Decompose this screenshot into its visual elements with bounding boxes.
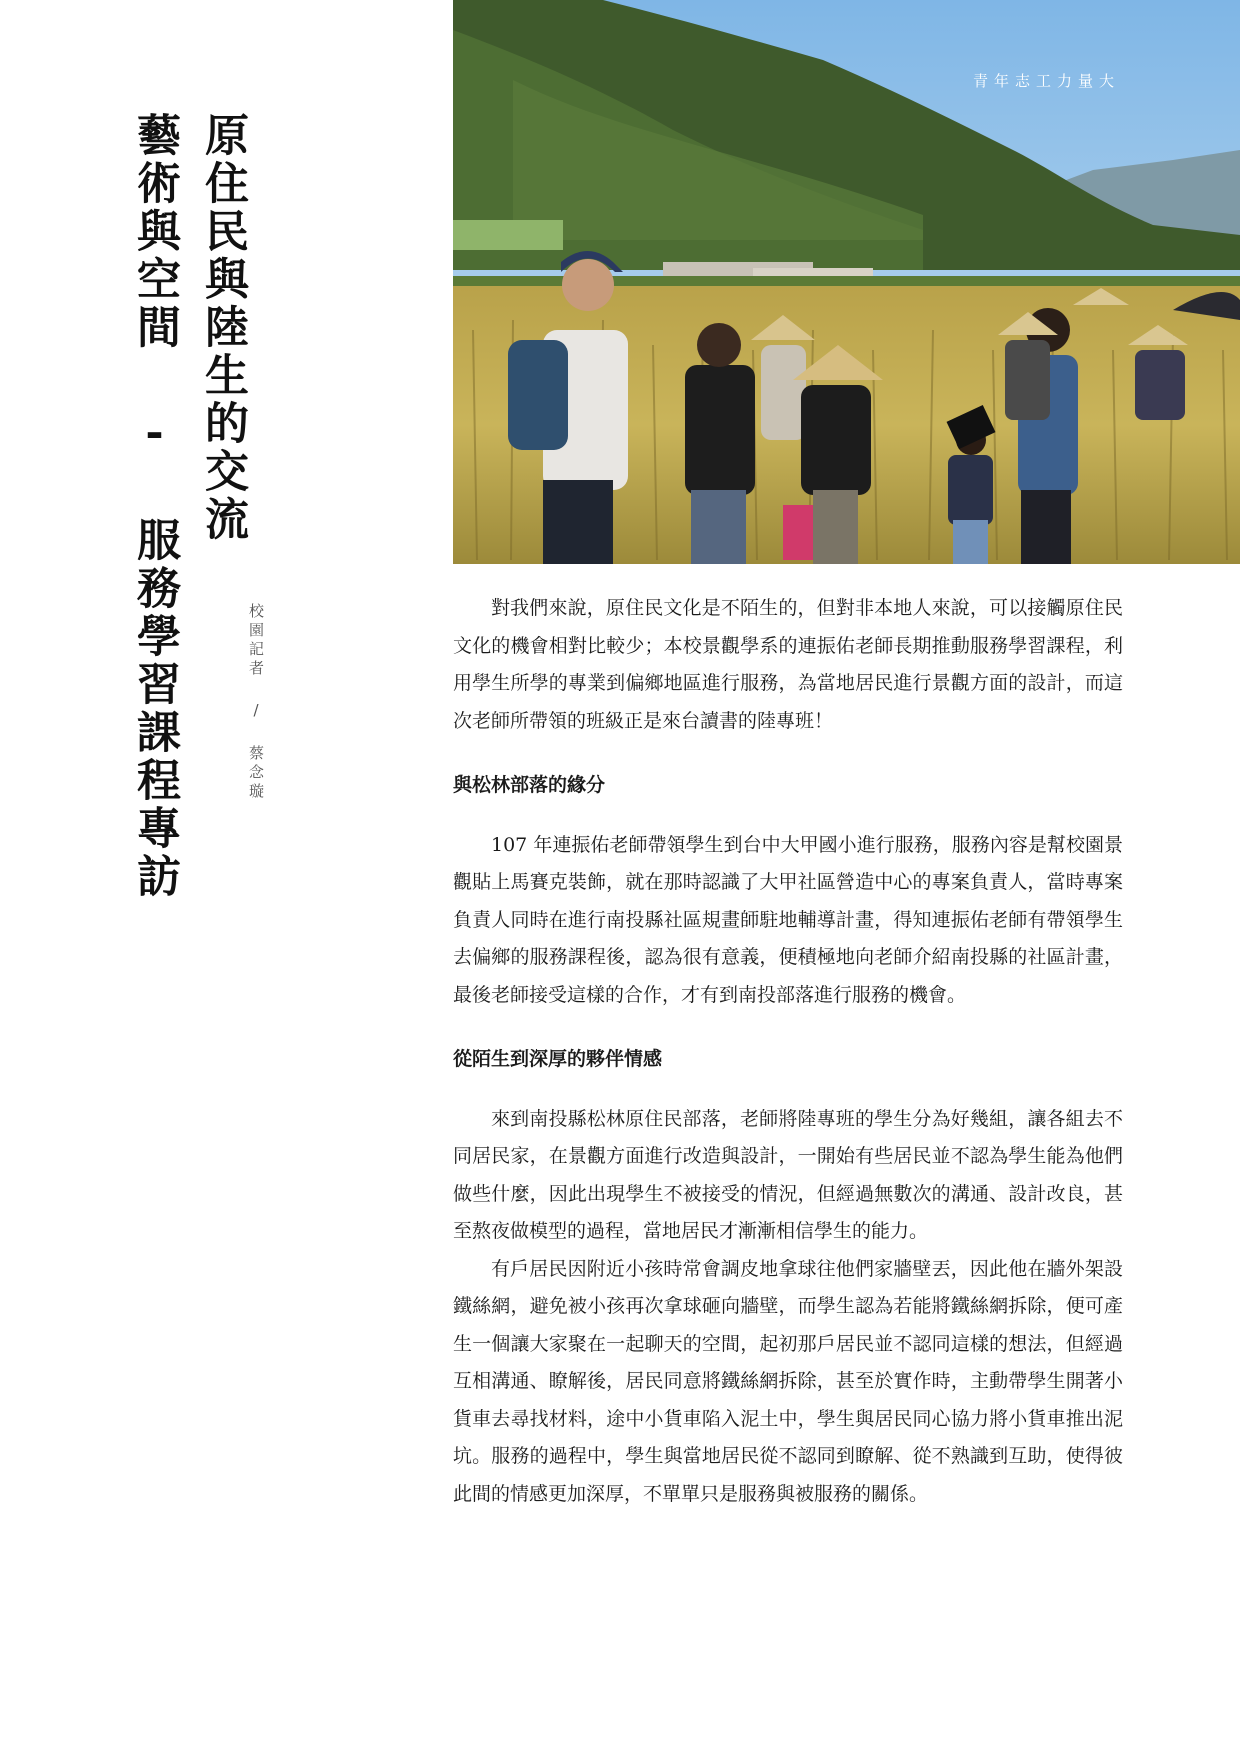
article-title-line2: 藝術與空間 - 服務學習課程專訪 (129, 112, 180, 901)
intro-paragraph: 對我們來說，原住民文化是不陌生的，但對非本地人來說，可以接觸原住民文化的機會相對比較少；本校景觀學系的連振佑老師長期推動服務學習課程，利用學生所學的專業到偏鄉地區進行服務，為當地居民進行景觀方面的設計，而這次老師所帶領的班級正是來台讀書的陸專班！ (453, 597, 1123, 732)
rice-field-illustration (453, 0, 1240, 564)
photo-caption: 青年志工力量大 (972, 72, 1120, 90)
field-photo (453, 0, 1240, 564)
section1-paragraph: 107 年連振佑老師帶領學生到台中大甲國小進行服務，服務內容是幫校園景觀貼上馬賽克裝飾，就在那時認識了大甲社區營造中心的專案負責人，當時專案負責人同時在進行南投縣社區規畫師駐地輔導計畫，得知連振佑老師有帶領學生去偏鄉的服務課程後，認為很有意義，便積極地向老師介紹南投縣的社區計畫，最後老師接受這樣的合作，才有到南投部落進行服務的機會。 (453, 833, 1123, 1006)
article-body (453, 590, 1123, 1513)
section-heading-1: 與松林部落的緣分 (453, 774, 606, 796)
section-heading-2: 從陌生到深厚的夥伴情感 (453, 1048, 663, 1070)
byline: 校園記者 / 蔡念璇 (247, 603, 265, 802)
section2-paragraph-1: 來到南投縣松林原住民部落，老師將陸專班的學生分為好幾組，讓各組去不同居民家，在景觀方面進行改造與設計，一開始有些居民並不認為學生能為他們做些什麼，因此出現學生不被接受的情況，但經過無數次的溝通、設計改良，甚至熬夜做模型的過程，當地居民才漸漸相信學生的能力。 (453, 1107, 1123, 1242)
section2-paragraph-2: 有戶居民因附近小孩時常會調皮地拿球往他們家牆壁丟，因此他在牆外架設鐵絲網，避免被小孩再次拿球砸向牆壁，而學生認為若能將鐵絲網拆除，便可產生一個讓大家聚在一起聊天的空間，起初那戶居民並不認同這樣的想法，但經過互相溝通、瞭解後，居民同意將鐵絲網拆除，甚至於實作時，主動帶學生開著小貨車去尋找材料，途中小貨車陷入泥土中，學生與居民同心協力將小貨車推出泥坑。服務的過程中，學生與當地居民從不認同到瞭解、從不熟識到互助，使得彼此間的情感更加深厚，不單單只是服務與被服務的關係。 (453, 1257, 1123, 1505)
article-title-line1: 原住民與陸生的交流 (197, 112, 248, 544)
